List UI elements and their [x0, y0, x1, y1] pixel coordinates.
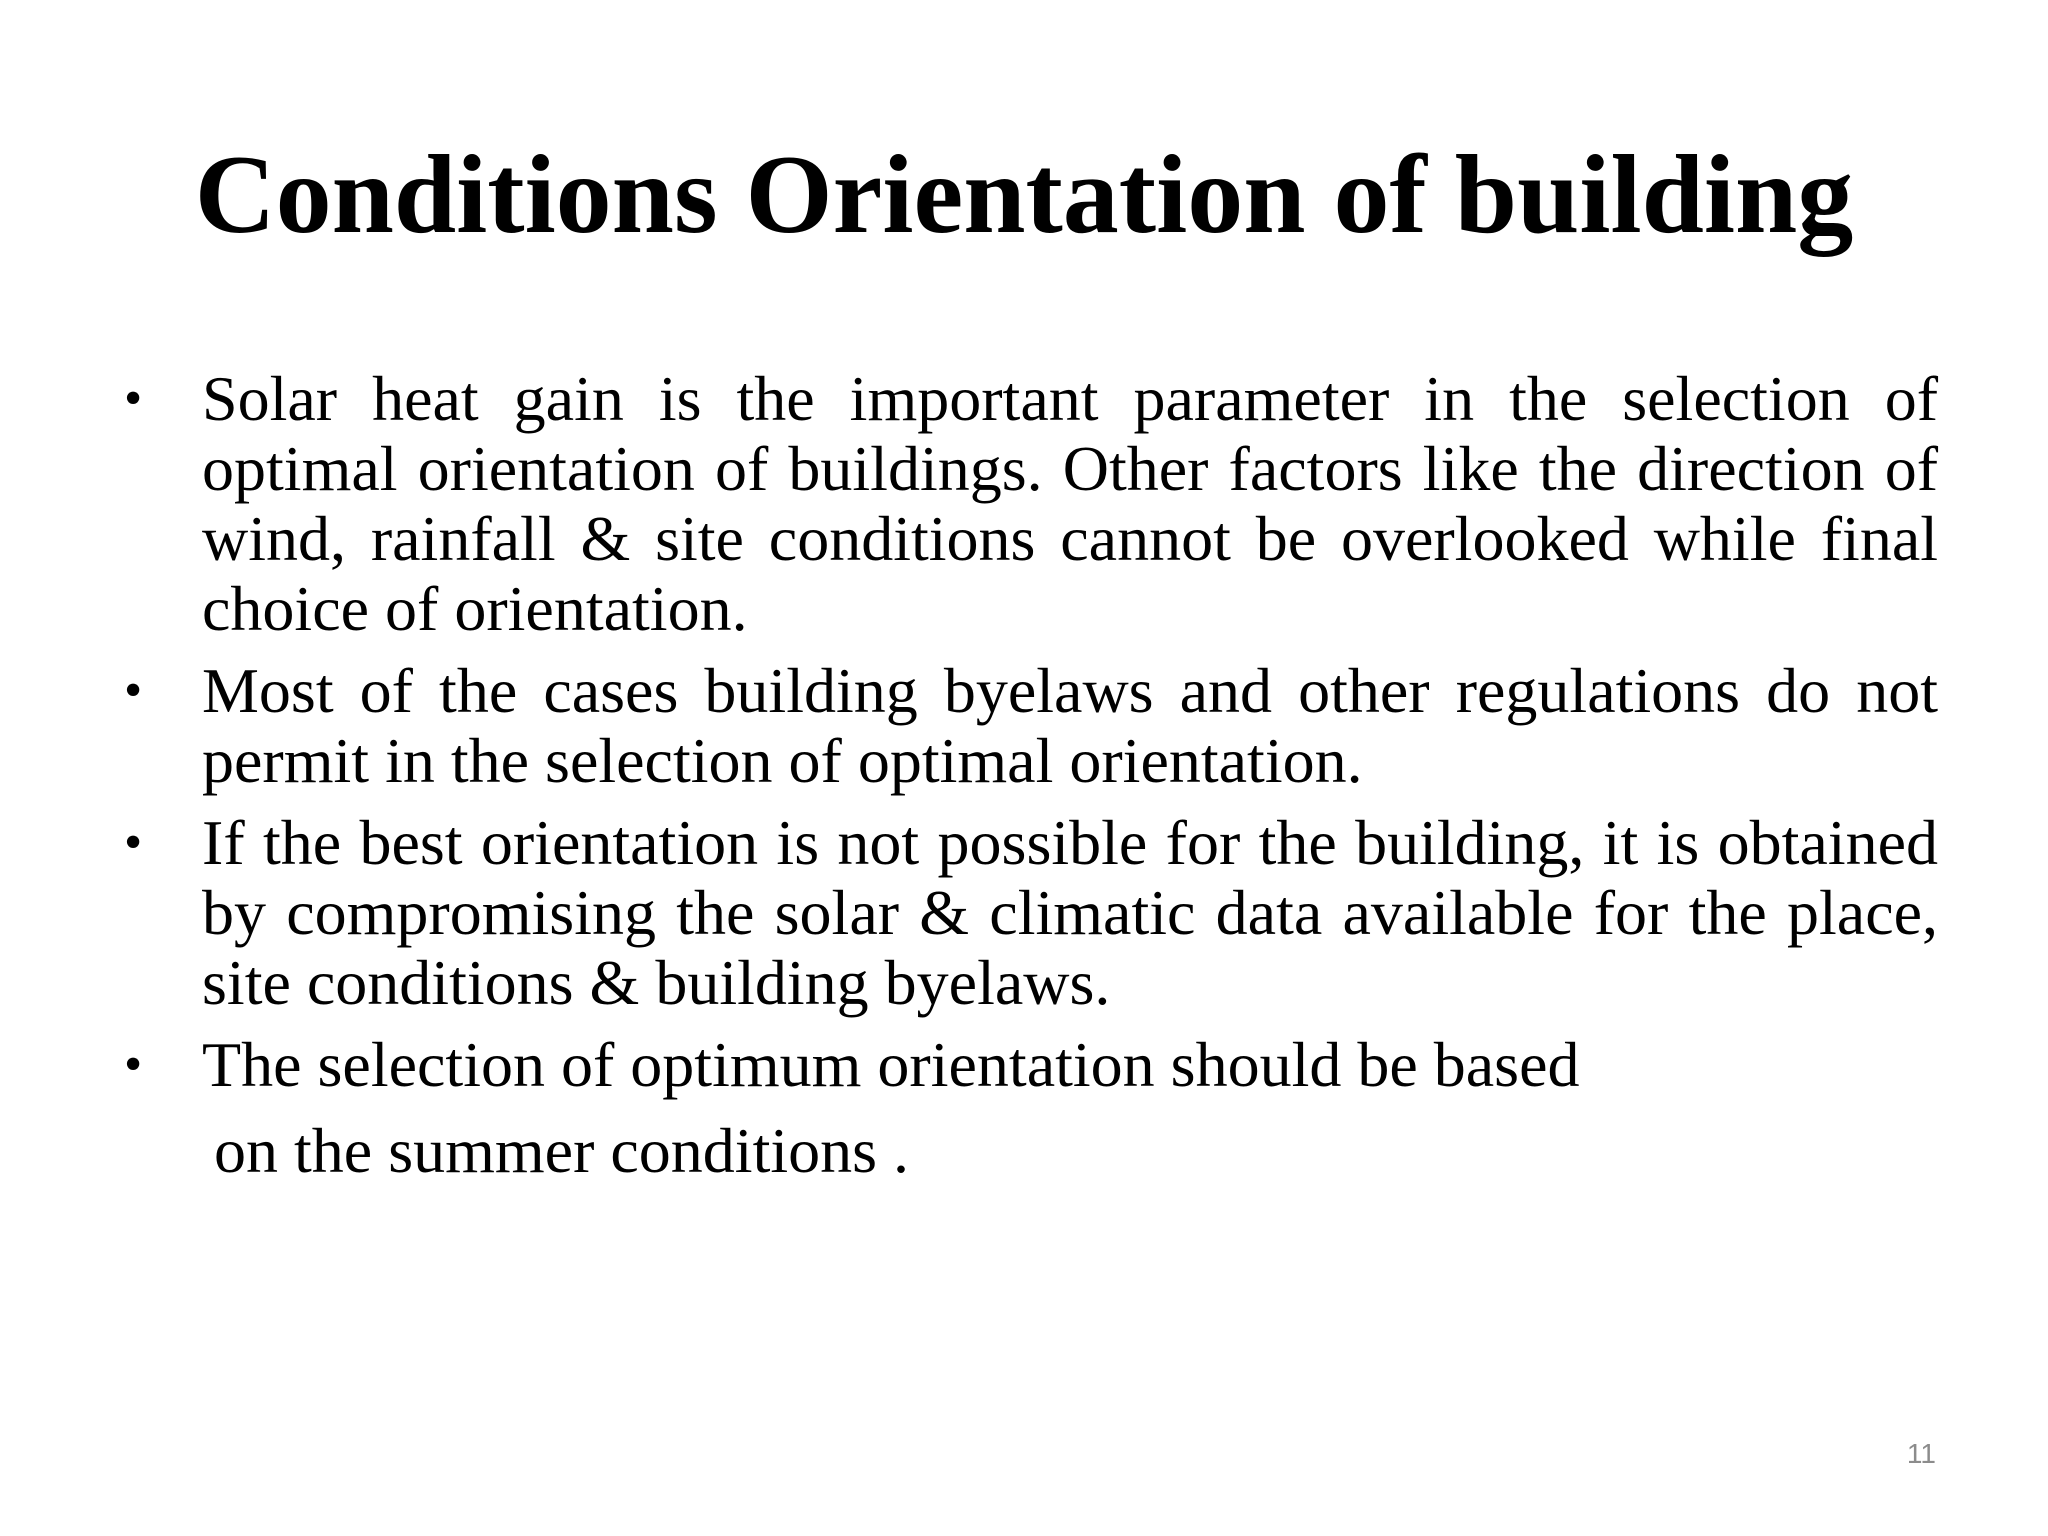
- bullet-icon: •: [124, 1036, 143, 1093]
- bullet-text: The selection of optimum orientation should be based: [202, 1029, 1580, 1100]
- bullet-item: [118, 656, 1938, 796]
- slide-number: 11: [1906, 1438, 1936, 1469]
- bullet-icon: •: [124, 814, 143, 871]
- slide-title: Conditions Orientation of building: [194, 133, 1854, 257]
- bullet-text: If the best orientation is not possible for the building, it is obtained by compromising the solar & climatic data available for the place, site conditions & building byelaws.: [202, 807, 1938, 1018]
- bullet-item: [118, 1030, 1938, 1186]
- bullet-text: Most of the cases building byelaws and other regulations do not permit in the selection of optimal orientation.: [202, 655, 1938, 796]
- bullet-icon: •: [124, 370, 143, 427]
- bullet-list: [118, 364, 1938, 1198]
- bullet-item: [118, 364, 1938, 644]
- bullet-text: Solar heat gain is the important parameter in the selection of optimal orientation of buildings. Other factors like the direction of wind, rainfall & site conditions cannot be overlooked while final choice of orientation.: [202, 363, 1938, 644]
- bullet-item: [118, 808, 1938, 1018]
- bullet-continuation: on the summer conditions .: [214, 1115, 910, 1186]
- bullet-icon: •: [124, 662, 143, 719]
